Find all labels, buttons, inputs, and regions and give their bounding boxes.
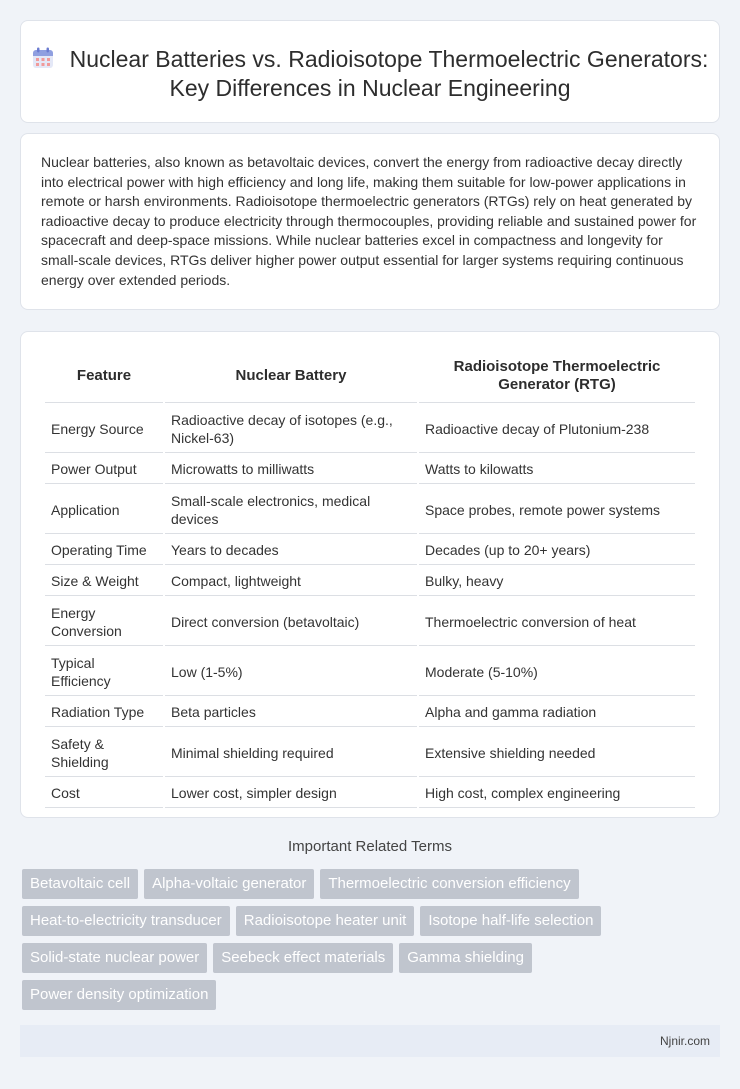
row-feature-cell: Cost — [45, 779, 163, 808]
column-header-rtg: Radioisotope Thermoelectric Generator (RTG) — [419, 350, 695, 403]
footer — [20, 1025, 720, 1057]
nuclear-battery-cell: Microwatts to milliwatts — [165, 455, 417, 484]
column-header-feature: Feature — [45, 350, 163, 403]
related-term-tag[interactable]: Power density optimization — [22, 980, 216, 1010]
nuclear-battery-cell: Compact, lightweight — [165, 567, 417, 596]
nuclear-battery-cell: Minimal shielding required — [165, 729, 417, 777]
row-feature-cell: Power Output — [45, 455, 163, 484]
nuclear-battery-cell: Small-scale electronics, medical devices — [165, 486, 417, 534]
table-row — [45, 486, 695, 534]
table-row — [45, 729, 695, 777]
intro-paragraph: Nuclear batteries, also known as betavoltaic devices, convert the energy from radioactive decay directly into electrical power with high efficiency and long life, making them suitable for low-power applications in remote or harsh environments. Radioisotope thermoelectric generators (RTGs) rely on heat generated by radioactive decay to produce electricity through thermocouples, providing reliable and sustained power for spacecraft and deep-space missions. While nuclear batteries excel in compactness and longevity for small-scale devices, RTGs deliver higher power output essential for larger systems requiring continuous energy over extended periods. — [41, 154, 697, 288]
table-row — [45, 598, 695, 646]
row-feature-cell: Radiation Type — [45, 698, 163, 727]
rtg-cell: Thermoelectric conversion of heat — [419, 598, 695, 646]
row-feature-cell: Size & Weight — [45, 567, 163, 596]
row-feature-cell: Application — [45, 486, 163, 534]
related-term-tag[interactable]: Thermoelectric conversion efficiency — [320, 869, 578, 899]
nuclear-battery-cell: Years to decades — [165, 536, 417, 565]
table-row — [45, 405, 695, 453]
related-terms-list — [22, 869, 702, 1017]
nuclear-battery-cell: Lower cost, simpler design — [165, 779, 417, 808]
row-feature-cell: Energy Source — [45, 405, 163, 453]
row-feature-cell: Safety & Shielding — [45, 729, 163, 777]
nuclear-battery-cell: Beta particles — [165, 698, 417, 727]
comparison-table — [43, 348, 697, 810]
nuclear-battery-cell: Radioactive decay of isotopes (e.g., Nickel-63) — [165, 405, 417, 453]
page-title-text: Nuclear Batteries vs. Radioisotope Thermoelectric Generators: Key Differences in Nuclear Engineering — [69, 46, 709, 101]
rtg-cell: Extensive shielding needed — [419, 729, 695, 777]
rtg-cell: Decades (up to 20+ years) — [419, 536, 695, 565]
related-term-tag[interactable]: Betavoltaic cell — [22, 869, 138, 899]
related-term-tag[interactable]: Isotope half-life selection — [420, 906, 601, 936]
column-header-nuclear-battery: Nuclear Battery — [165, 350, 417, 403]
table-row — [45, 648, 695, 696]
table-row — [45, 779, 695, 808]
table-row — [45, 455, 695, 484]
calendar-icon — [32, 47, 54, 69]
row-feature-cell: Operating Time — [45, 536, 163, 565]
table-row — [45, 536, 695, 565]
intro-card — [20, 133, 720, 310]
page-title — [21, 45, 719, 103]
footer-site: Njnir.com — [659, 1034, 710, 1048]
nuclear-battery-cell: Direct conversion (betavoltaic) — [165, 598, 417, 646]
comparison-table-card — [20, 331, 720, 818]
nuclear-battery-cell: Low (1-5%) — [165, 648, 417, 696]
header-card — [20, 20, 720, 123]
rtg-cell: Space probes, remote power systems — [419, 486, 695, 534]
rtg-cell: Bulky, heavy — [419, 567, 695, 596]
rtg-cell: Watts to kilowatts — [419, 455, 695, 484]
related-term-tag[interactable]: Radioisotope heater unit — [236, 906, 415, 936]
related-terms-title: Important Related Terms — [288, 838, 452, 855]
row-feature-cell: Typical Efficiency — [45, 648, 163, 696]
table-row — [45, 698, 695, 727]
related-term-tag[interactable]: Gamma shielding — [399, 943, 532, 973]
rtg-cell: Moderate (5-10%) — [419, 648, 695, 696]
related-term-tag[interactable]: Alpha-voltaic generator — [144, 869, 314, 899]
related-term-tag[interactable]: Seebeck effect materials — [213, 943, 393, 973]
related-term-tag[interactable]: Heat-to-electricity transducer — [22, 906, 230, 936]
rtg-cell: High cost, complex engineering — [419, 779, 695, 808]
table-header-row — [45, 350, 695, 403]
related-term-tag[interactable]: Solid-state nuclear power — [22, 943, 207, 973]
row-feature-cell: Energy Conversion — [45, 598, 163, 646]
table-row — [45, 567, 695, 596]
rtg-cell: Radioactive decay of Plutonium-238 — [419, 405, 695, 453]
rtg-cell: Alpha and gamma radiation — [419, 698, 695, 727]
